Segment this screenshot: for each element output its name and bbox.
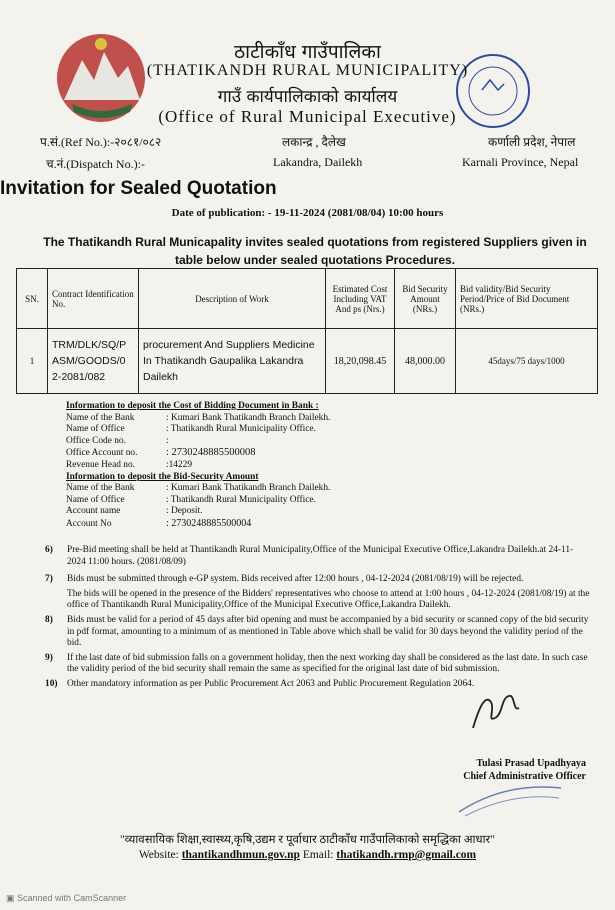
- list-item: [45, 653, 590, 676]
- cell-description: procurement And Suppliers Medicine In Thatikandh Gaupalika Lakandra Dailekh: [139, 329, 326, 394]
- instruction-points: [45, 545, 590, 694]
- info-label: Office Account no.: [66, 448, 138, 459]
- info-row: [66, 436, 330, 448]
- point-number: 10): [45, 678, 58, 689]
- info-label: Office Code no.: [66, 435, 126, 446]
- info-row: [66, 495, 330, 507]
- point-text: Bids must be valid for a period of 45 days after bid opening and must be accompanied by a bid security or scanned copy of the bid security in pdf format, amounting to a minimum of as mentioned in Table above which shall be valid for 30 days beyond the validity period of the bid.: [67, 614, 589, 649]
- scanner-text: Scanned with CamScanner: [17, 893, 127, 903]
- signature-scribble: [465, 688, 525, 736]
- table-row: [17, 329, 598, 394]
- point-text: Pre-Bid meeting shall be held at Thantikandh Rural Municipality,Office of the Municipal Executive Office,Lakandra Dailekh.at 24-11-2024 11:00 hours. (2081/08/09): [67, 545, 574, 567]
- signatory-name: Tulasi Prasad Upadhyaya: [476, 758, 586, 769]
- info-row: [66, 518, 330, 531]
- table-header-row: [17, 269, 598, 329]
- cell-contract: TRM/DLK/SQ/P ASM/GOODS/0 2-2081/082: [48, 329, 139, 394]
- list-item: [45, 574, 590, 586]
- website-link[interactable]: thantikandhmun.gov.np: [181, 849, 300, 861]
- point-number: 9): [45, 652, 53, 663]
- scanner-watermark: [6, 893, 126, 904]
- info-label: Name of Office: [66, 494, 125, 505]
- info-row: [66, 424, 330, 436]
- point-number: 8): [45, 614, 53, 625]
- info-label: Name of the Bank: [66, 412, 135, 423]
- info-value: : 2730248885500008: [166, 447, 256, 459]
- info-row: [66, 506, 330, 518]
- info-value: :: [166, 435, 169, 446]
- info-label: Name of the Bank: [66, 483, 135, 494]
- office-sub-english: (Office of Rural Municipal Executive): [158, 107, 457, 126]
- cell-bid-validity: 45days/75 days/1000: [456, 329, 598, 394]
- quotation-table: [16, 268, 598, 394]
- header-bid-security: Bid Security Amount (NRs.): [395, 269, 456, 329]
- header-description: Description of Work: [139, 269, 326, 329]
- info-value: : Thatikandh Rural Municipality Office.: [166, 424, 316, 435]
- info-row: [66, 413, 330, 425]
- point-text: If the last date of bid submission falls on a government holiday, then the next working day shall be considered as the last date. In such case the validity period of the bid security shall remain the same as specified for the original last date of bid submission.: [67, 652, 588, 675]
- cell-sn: 1: [17, 329, 48, 394]
- info-value: : Kumari Bank Thatikandh Branch Dailekh.: [166, 483, 331, 494]
- header-estimated-cost: Estimated Cost Including VAT And ps (Nrs.): [326, 269, 395, 329]
- email-link[interactable]: thatikandh.rmp@gmail.com: [336, 849, 477, 861]
- header-sn: SN.: [17, 269, 48, 329]
- website-label: Website:: [138, 849, 182, 861]
- footer-motto: "व्यावसायिक शिक्षा,स्वास्थ्य,कृषि,उद्यम र पूर्वाधार ठाटीकाँध गाउँपालिकाको समृद्धिका आधार": [120, 834, 495, 846]
- footer-contact: [0, 849, 615, 861]
- email-label: Email:: [299, 849, 337, 861]
- point-number: 6): [45, 545, 53, 555]
- province-english: Karnali Province, Nepal: [462, 155, 579, 169]
- document-title: Invitation for Sealed Quotation: [0, 178, 277, 199]
- cell-bid-security: 48,000.00: [395, 329, 456, 394]
- point-number: 7): [45, 574, 53, 585]
- reference-number: प.सं.(Ref No.):-२०८१/०८२: [40, 135, 162, 149]
- office-sub-nepali: गाउँ कार्यपालिकाको कार्यालय: [217, 87, 398, 107]
- info-value: : 2730248885500004: [166, 517, 252, 529]
- officer-stamp: [455, 778, 565, 818]
- list-item: [45, 545, 590, 568]
- info-label: Revenue Head no.: [66, 459, 135, 470]
- info-label: Account No: [66, 518, 112, 529]
- info-row: [66, 460, 330, 472]
- info-value: : Kumari Bank Thatikandh Branch Dailekh.: [166, 412, 331, 423]
- cell-estimated-cost: 18,20,098.45: [326, 329, 395, 394]
- bank-document-info: [66, 401, 330, 531]
- header-contract: Contract Identification No.: [48, 269, 139, 329]
- info-value: :14229: [166, 459, 193, 470]
- bank-document-heading: Information to deposit the Cost of Bidding Document in Bank :: [66, 401, 319, 411]
- dispatch-number: च.नं.(Dispatch No.):-: [46, 157, 145, 171]
- list-item: [45, 615, 590, 650]
- province-nepali: कर्णाली प्रदेश, नेपाल: [488, 135, 576, 149]
- publication-date: Date of publication: - 19-11-2024 (2081/08/04) 10:00 hours: [171, 207, 444, 219]
- office-name-english: (THATIKANDH RURAL MUNICIPALITY): [146, 62, 469, 79]
- header-bid-validity: Bid validity/Bid Security Period/Price of Bid Document (NRs.): [456, 269, 598, 329]
- intro-paragraph: The Thatikandh Rural Municapality invites sealed quotations from registered Suppliers given in table below under sealed quotations Procedures.: [43, 235, 587, 267]
- info-value: : Thatikandh Rural Municipality Office.: [166, 494, 316, 505]
- camscanner-icon: ▣: [6, 893, 15, 903]
- signatory-title: Chief Administrative Officer: [463, 771, 586, 782]
- place-nepali: लकान्द्र , दैलेख: [282, 135, 346, 149]
- list-item: [45, 589, 590, 612]
- place-english: Lakandra, Dailekh: [273, 155, 363, 169]
- bid-security-heading: Information to deposit the Bid-Security Amount: [66, 471, 259, 482]
- info-label: Account name: [66, 506, 121, 517]
- point-text: Bids must be submitted through e-GP system. Bids received after 12:00 hours , 04-12-2024 (2081/08/19) will be rejected.: [67, 574, 524, 585]
- info-label: Name of Office: [66, 424, 125, 435]
- point-text: Other mandatory information as per Public Procurement Act 2063 and Public Procurement Regulation 2064.: [67, 678, 475, 689]
- info-value: : Deposit.: [166, 506, 203, 517]
- office-name-nepali: ठाटीकाँध गाउँपालिका: [234, 41, 381, 63]
- point-text: The bids will be opened in the presence of the Bidders' representatives who choose to attend at 1:00 hours , 04-12-2024 (2081/08/19) at the office of Thantikandh Rural Municipality,Office of the Municipal Executive Office,Lakandra Dailekh.: [67, 588, 590, 611]
- info-row: [66, 483, 330, 495]
- info-row: [66, 447, 330, 460]
